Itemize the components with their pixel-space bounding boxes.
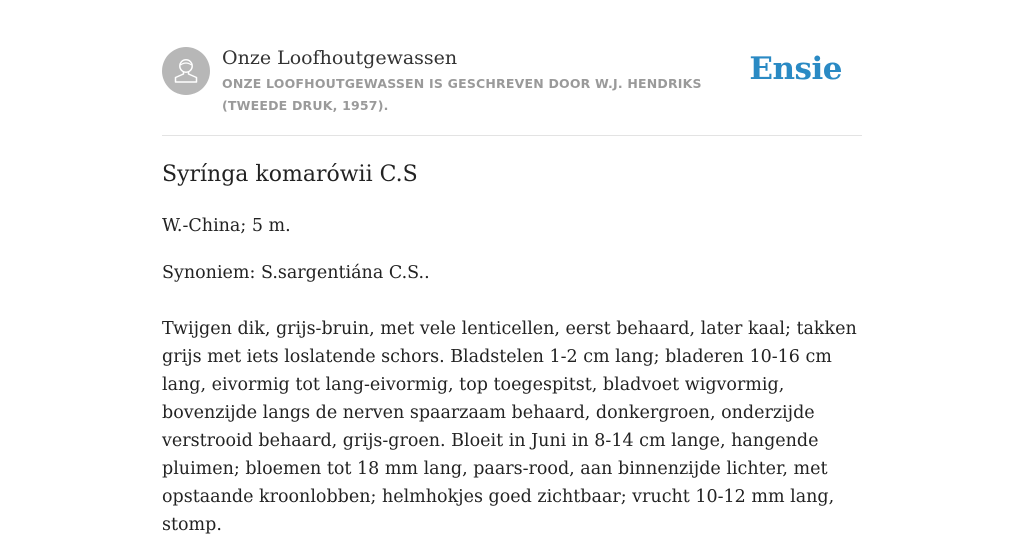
- person-outline-icon: [162, 47, 210, 95]
- entry-origin: W.-China; 5 m.: [162, 216, 291, 236]
- header-divider: [162, 135, 862, 136]
- entry-description: Twijgen dik, grijs-bruin, met vele lenticellen, eerst behaard, later kaal; takken grijs met iets loslatende schors. Bladstelen 1-2 cm lang; bladeren 10-16 cm lang, eivormig tot lang-eivormig, top toegespitst, bladvoet wigvormig, bovenzijde langs de nerven spaarzaam behaard, donkergroen, onderzijde verstrooid behaard, grijs-groen. Bloeit in Juni in 8-14 cm lange, hangende pluimen; bloemen tot 18 mm lang, paars-rood, aan binnenzijde lichter, met opstaande kroonlobben; helmhokjes goed zichtbaar; vrucht 10-12 mm lang, stomp.: [162, 319, 857, 535]
- entry-title: Syrínga komarówii C.S: [162, 162, 418, 187]
- entry-content: [162, 158, 862, 539]
- entry-synonym: Synoniem: S.sargentiána C.S..: [162, 263, 430, 283]
- publication-header: [162, 45, 862, 135]
- publication-description: ONZE LOOFHOUTGEWASSEN IS GESCHREVEN DOOR W.J. HENDRIKS (TWEEDE DRUK, 1957).: [222, 76, 702, 113]
- publication-title[interactable]: Onze Loofhoutgewassen: [222, 47, 458, 69]
- user-avatar-icon[interactable]: [162, 47, 210, 95]
- ensie-logo[interactable]: Ensie: [749, 51, 842, 87]
